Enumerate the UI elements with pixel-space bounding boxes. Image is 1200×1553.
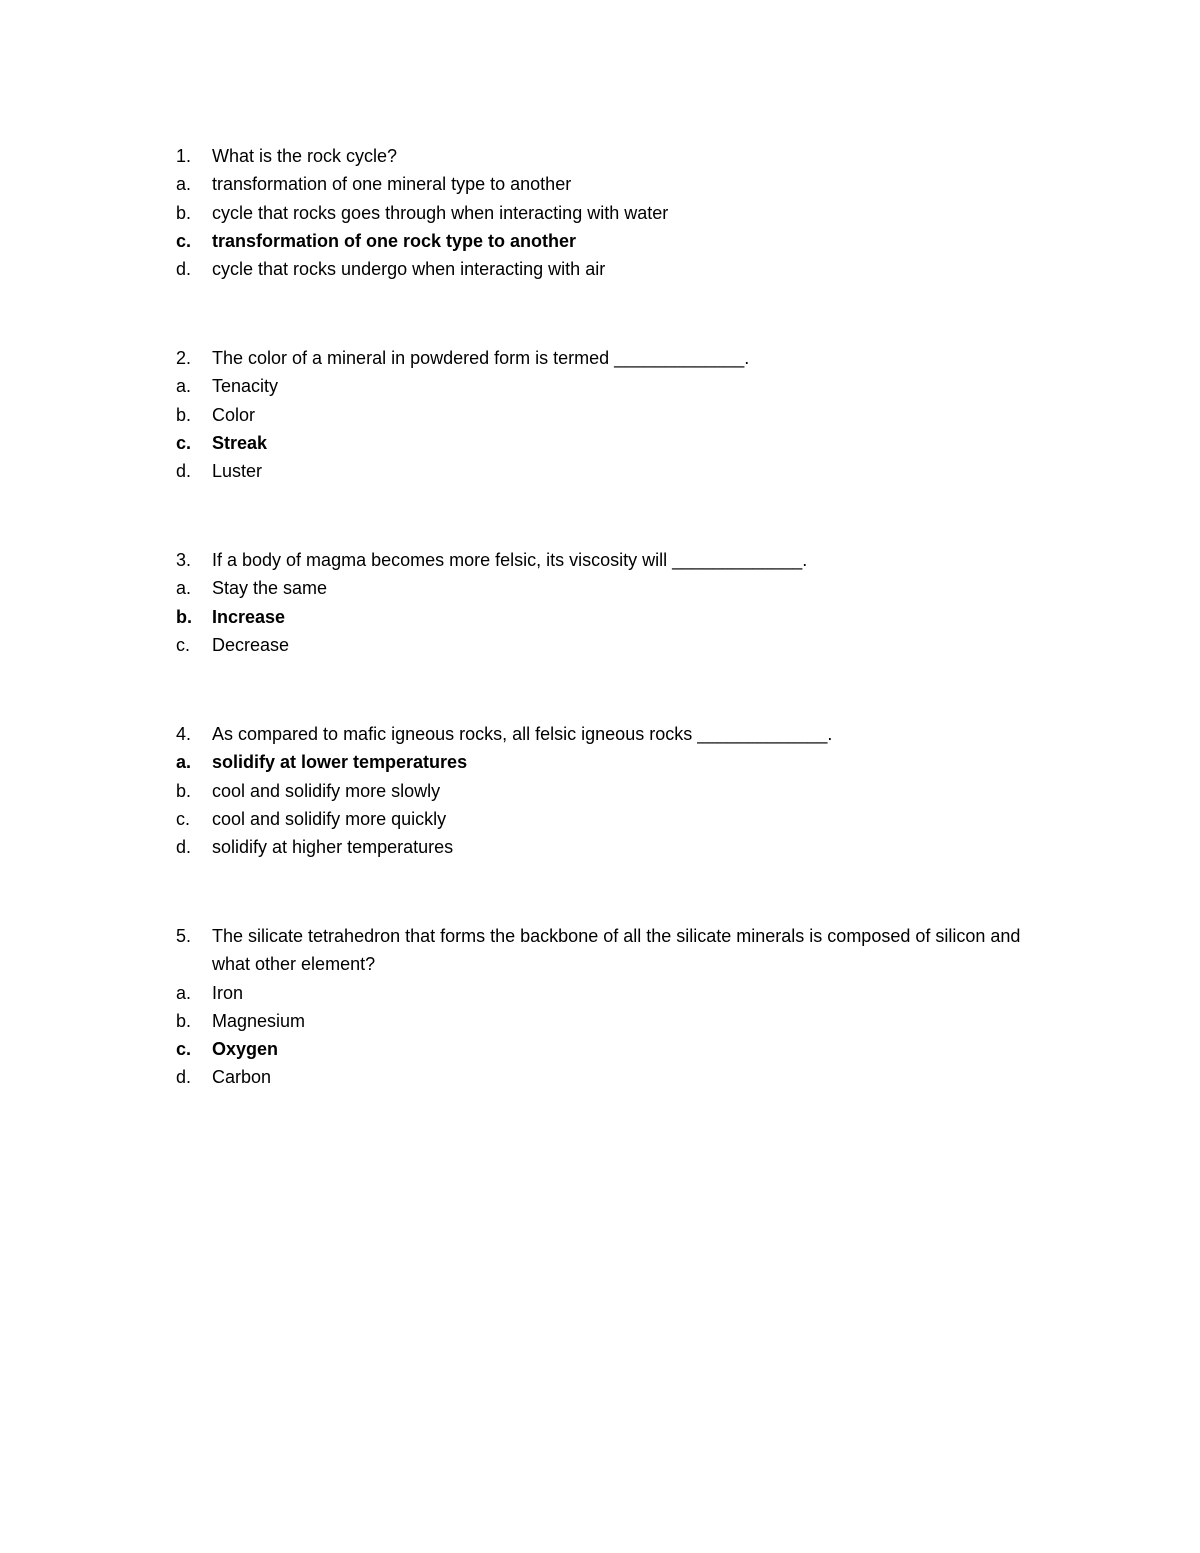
option-letter: b. (176, 606, 192, 627)
option-text: cool and solidify more slowly (212, 780, 441, 801)
question-3 (176, 546, 1036, 659)
question-4 (176, 720, 1036, 861)
question-stem (176, 720, 1036, 748)
option-text: Tenacity (212, 376, 279, 397)
answer-option-d (176, 1063, 1036, 1091)
option-text: Increase (212, 606, 286, 627)
answer-option-b (176, 1007, 1036, 1035)
option-text: Decrease (212, 634, 290, 655)
question-stem (176, 142, 1036, 170)
option-letter: b. (176, 780, 192, 801)
option-letter: c. (176, 230, 192, 251)
answer-option-c-correct (176, 227, 1036, 255)
option-letter: a. (176, 752, 192, 773)
answer-option-b (176, 199, 1036, 227)
answer-option-b (176, 777, 1036, 805)
answer-option-d (176, 457, 1036, 485)
answer-option-a (176, 170, 1036, 198)
question-text: As compared to mafic igneous rocks, all felsic igneous rocks _____________. (212, 724, 833, 744)
question-2 (176, 344, 1036, 485)
answer-option-a (176, 372, 1036, 400)
question-stem (176, 344, 1036, 372)
question-text: The color of a mineral in powdered form is termed _____________. (212, 348, 750, 368)
option-text: Iron (212, 982, 244, 1003)
option-letter: a. (176, 174, 192, 195)
answer-option-d (176, 255, 1036, 283)
option-letter: c. (176, 432, 192, 453)
question-number: 3. (176, 550, 192, 570)
option-letter: b. (176, 202, 192, 223)
question-number: 4. (176, 724, 192, 744)
option-text: Luster (212, 461, 263, 482)
answer-option-b-correct (176, 603, 1036, 631)
option-text: cycle that rocks undergo when interacting with air (212, 259, 606, 280)
question-text: If a body of magma becomes more felsic, its viscosity will _____________. (212, 550, 808, 570)
option-letter: b. (176, 1010, 192, 1031)
question-1 (176, 142, 1036, 283)
answer-option-c (176, 631, 1036, 659)
question-text: What is the rock cycle? (212, 146, 398, 166)
option-letter: a. (176, 578, 192, 599)
option-text: transformation of one mineral type to another (212, 174, 572, 195)
answer-option-b (176, 401, 1036, 429)
question-stem (176, 922, 1036, 979)
answer-option-a (176, 574, 1036, 602)
option-text: Oxygen (212, 1039, 279, 1060)
option-text: Color (212, 404, 256, 425)
question-number: 2. (176, 348, 192, 368)
question-number: 1. (176, 146, 192, 166)
option-letter: c. (176, 1039, 192, 1060)
question-number: 5. (176, 926, 192, 946)
question-stem (176, 546, 1036, 574)
question-text: The silicate tetrahedron that forms the backbone of all the silicate minerals is composed of silicon and what other element? (212, 926, 1021, 975)
option-letter: a. (176, 982, 192, 1003)
answer-option-c (176, 805, 1036, 833)
answer-option-a-correct (176, 748, 1036, 776)
option-text: transformation of one rock type to another (212, 230, 577, 251)
option-letter: c. (176, 808, 191, 829)
option-letter: d. (176, 837, 192, 858)
option-text: solidify at lower temperatures (212, 752, 468, 773)
option-text: Carbon (212, 1067, 272, 1088)
option-letter: d. (176, 1067, 192, 1088)
option-text: Streak (212, 432, 268, 453)
option-letter: c. (176, 634, 191, 655)
answer-option-d (176, 833, 1036, 861)
option-text: Stay the same (212, 578, 328, 599)
option-letter: d. (176, 461, 192, 482)
answer-option-c-correct (176, 1035, 1036, 1063)
option-letter: d. (176, 259, 192, 280)
option-letter: a. (176, 376, 192, 397)
question-5 (176, 922, 1036, 1092)
option-text: Magnesium (212, 1010, 306, 1031)
option-letter: b. (176, 404, 192, 425)
option-text: cycle that rocks goes through when interacting with water (212, 202, 669, 223)
option-text: cool and solidify more quickly (212, 808, 447, 829)
option-text: solidify at higher temperatures (212, 837, 454, 858)
answer-option-c-correct (176, 429, 1036, 457)
answer-option-a (176, 979, 1036, 1007)
